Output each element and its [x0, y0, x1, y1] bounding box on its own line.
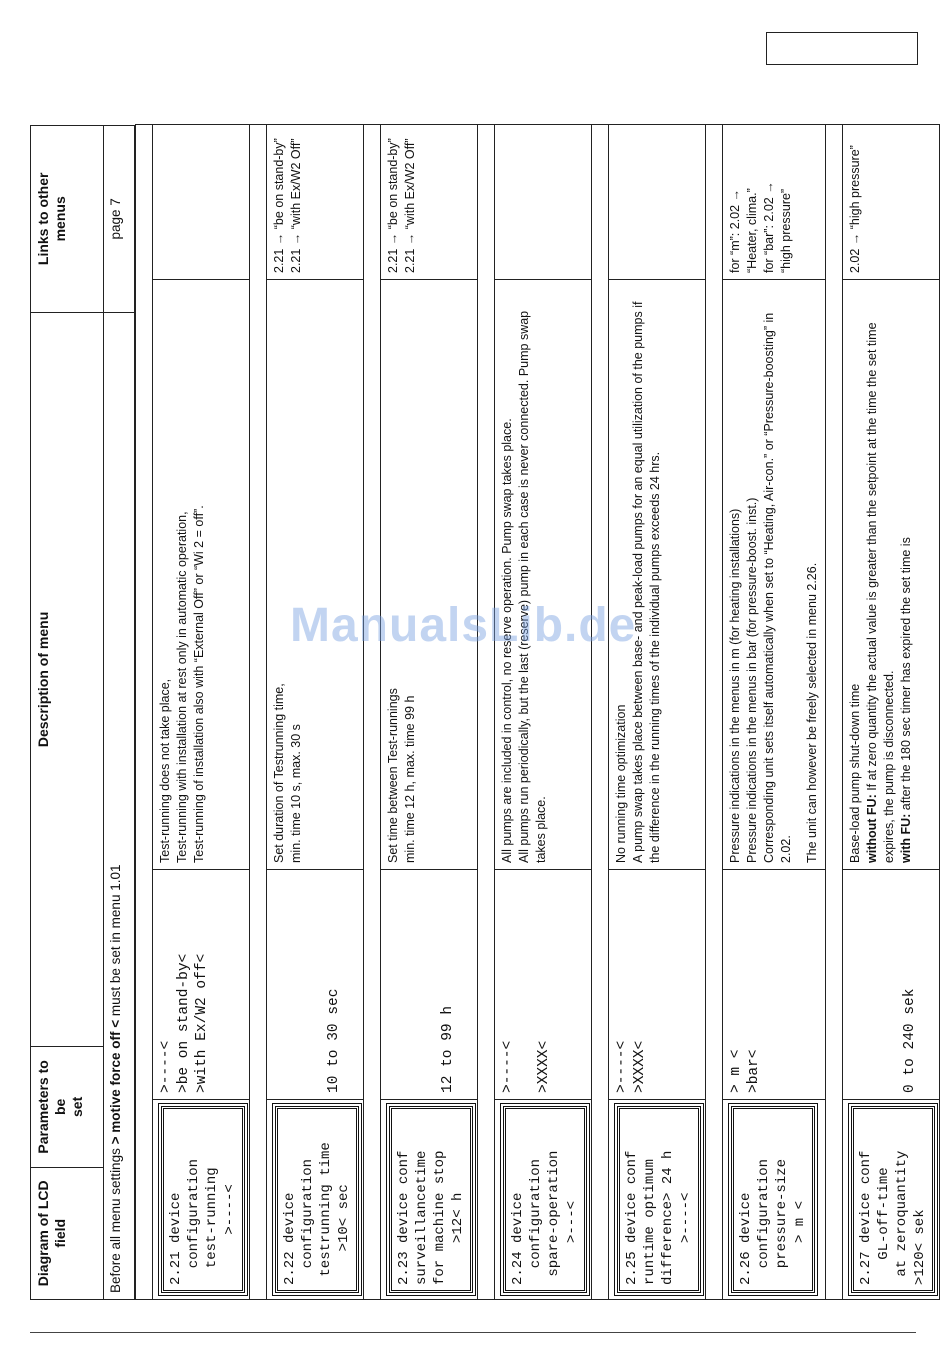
gap-cell	[706, 125, 723, 1300]
desc-cell	[267, 280, 364, 870]
lcd-display: 2.24 device configuration spare-operation >---<	[503, 1106, 587, 1293]
desc-line: Test-running with installation at rest only in automatic operation,	[175, 511, 189, 863]
menu-row	[381, 125, 478, 1300]
lcd-cell	[495, 1100, 592, 1300]
link-line: 2.21 → “with Ex/W2 Off”	[403, 138, 417, 273]
gap-cell	[136, 125, 153, 1300]
desc-line: without FU: If at zero quantity the actual value is greater than the setpoint at the time the set time expires, the pump is disconnected.	[865, 322, 896, 863]
menu-row	[495, 125, 592, 1300]
param-values: >----< >XXXX<	[614, 1040, 648, 1093]
lcd-display: 2.23 device conf surveillancetime for machine stop >12< h	[389, 1106, 473, 1293]
desc-line: No running time optimization	[614, 704, 628, 863]
menu-row	[843, 125, 940, 1300]
footer-rule	[30, 1332, 916, 1333]
header-row	[31, 126, 104, 1300]
link-line: 2.21 → “with Ex/W2 Off”	[289, 138, 303, 273]
gap-cell	[250, 125, 267, 1300]
gap-cell	[478, 125, 495, 1300]
desc-line: Pressure indications in the menus in bar (for pressure-boost. inst.)	[745, 497, 759, 863]
desc-line: Set time between Test-runnings	[386, 688, 400, 863]
param-values: >----< >XXXX<	[500, 1040, 552, 1093]
link-line: “Heater, clima.”	[745, 188, 759, 273]
param-values: > m < >bar<	[728, 1049, 762, 1093]
row-gap	[250, 125, 267, 1300]
param-cell	[723, 870, 826, 1100]
menu-row	[267, 125, 364, 1300]
desc-cell	[843, 280, 940, 870]
row-gap	[706, 125, 723, 1300]
links-cell	[723, 125, 826, 280]
param-values: 12 to 99 h	[440, 1005, 456, 1093]
row-gap	[136, 125, 153, 1300]
gap-cell	[364, 125, 381, 1300]
header-links: Links to other menus	[31, 126, 104, 313]
menu-row	[723, 125, 826, 1300]
param-cell	[843, 870, 940, 1100]
desc-line	[795, 286, 804, 863]
gap-cell	[592, 125, 609, 1300]
link-line: 2.21 → “be on stand-by”	[386, 138, 400, 273]
header-lcd: Diagram of LCD field	[31, 1167, 104, 1299]
desc-line: min. time 10 s, max. 30 s	[289, 724, 303, 863]
desc-cell	[609, 280, 706, 870]
links-cell	[843, 125, 940, 280]
link-line: 2.02 → “high pressure”	[848, 145, 862, 273]
desc-line: Base-load pump shut-down time	[848, 683, 862, 863]
header-desc: Description of menu	[31, 312, 104, 1047]
desc-cell	[495, 280, 592, 870]
lcd-display: 2.21 device configuration test-running >----<	[161, 1106, 245, 1293]
intro-row	[104, 126, 135, 1300]
menu-row	[153, 125, 250, 1300]
desc-line: Test-running does not take place,	[158, 678, 172, 863]
links-cell	[495, 125, 592, 280]
links-cell	[381, 125, 478, 280]
desc-line: min. time 12 h, max. time 99 h	[403, 695, 417, 863]
lcd-display: 2.26 device configuration pressure-size > m <	[731, 1106, 815, 1293]
links-cell	[267, 125, 364, 280]
links-cell	[153, 125, 250, 280]
row-gap	[826, 125, 843, 1300]
param-values: >----< >be on stand-by< >with Ex/W2 off<	[158, 953, 210, 1093]
page-number-box	[766, 32, 918, 65]
link-line: for “m”: 2.02 →	[728, 188, 742, 273]
desc-line: All pumps are included in control, no reserve operation. Pump swap takes place.	[500, 418, 514, 863]
link-line: 2.21 → “be on stand-by”	[272, 138, 286, 273]
desc-cell	[153, 280, 250, 870]
desc-line: with FU: after the 180 sec timer has expired the set time is	[899, 537, 913, 863]
menu-table-rotated	[30, 125, 928, 1300]
intro-text: Before all menu settings > motive force off < must be set in menu 1.01	[104, 312, 135, 1299]
lcd-cell	[723, 1100, 826, 1300]
lcd-display: 2.22 device configuration testrunning time >10< sec	[275, 1106, 359, 1293]
links-cell	[609, 125, 706, 280]
param-cell	[609, 870, 706, 1100]
intro-link: page 7	[104, 126, 135, 313]
link-line: for “bar”: 2.02 →	[762, 181, 776, 273]
lcd-cell	[153, 1100, 250, 1300]
lcd-cell	[267, 1100, 364, 1300]
menu-table	[30, 125, 135, 1300]
lcd-cell	[843, 1100, 940, 1300]
lcd-display: 2.25 device conf runtime optimum difference> 24 h >----<	[617, 1106, 701, 1293]
param-values: 10 to 30 sec	[326, 988, 342, 1093]
row-gap	[592, 125, 609, 1300]
desc-line: Set duration of Testrunning time,	[272, 683, 286, 863]
lcd-cell	[609, 1100, 706, 1300]
gap-cell	[826, 125, 843, 1300]
desc-line: A pump swap takes place between base- and peak-load pumps for an equal utilization of the pumps if the difference in the running times of the individual pumps exceeds 24 hrs.	[631, 301, 662, 863]
header-param: Parameters to be set	[31, 1047, 104, 1167]
param-values: 0 to 240 sek	[902, 988, 918, 1093]
param-cell	[153, 870, 250, 1100]
desc-cell	[381, 280, 478, 870]
lcd-display: 2.27 device conf GL-off-time at zeroquantity >120< sek	[851, 1106, 935, 1293]
menu-row	[609, 125, 706, 1300]
menu-rows	[135, 124, 940, 1300]
desc-cell	[723, 280, 826, 870]
desc-line: All pumps run periodically, but the last (reserve) pump in each case is never connected. Pump swap takes place.	[517, 310, 548, 863]
row-gap	[478, 125, 495, 1300]
row-gap	[364, 125, 381, 1300]
param-cell	[381, 870, 478, 1100]
desc-line: Test-running of installation also with “External Off” or “Wi 2 = off”.	[192, 505, 206, 863]
watermark: ManualsLib.de	[290, 599, 637, 652]
link-line: “high pressure”	[779, 188, 793, 273]
param-cell	[495, 870, 592, 1100]
param-cell	[267, 870, 364, 1100]
desc-line: Pressure indications in the menus in m (for heating installations)	[728, 508, 742, 863]
desc-line: The unit can however be freely selected in menu 2.26.	[805, 562, 819, 863]
desc-line: Corresponding unit sets itself automatically when set to “Heating, Air-con.” or “Pressure-boosting” in 2.02.	[762, 312, 793, 863]
lcd-cell	[381, 1100, 478, 1300]
